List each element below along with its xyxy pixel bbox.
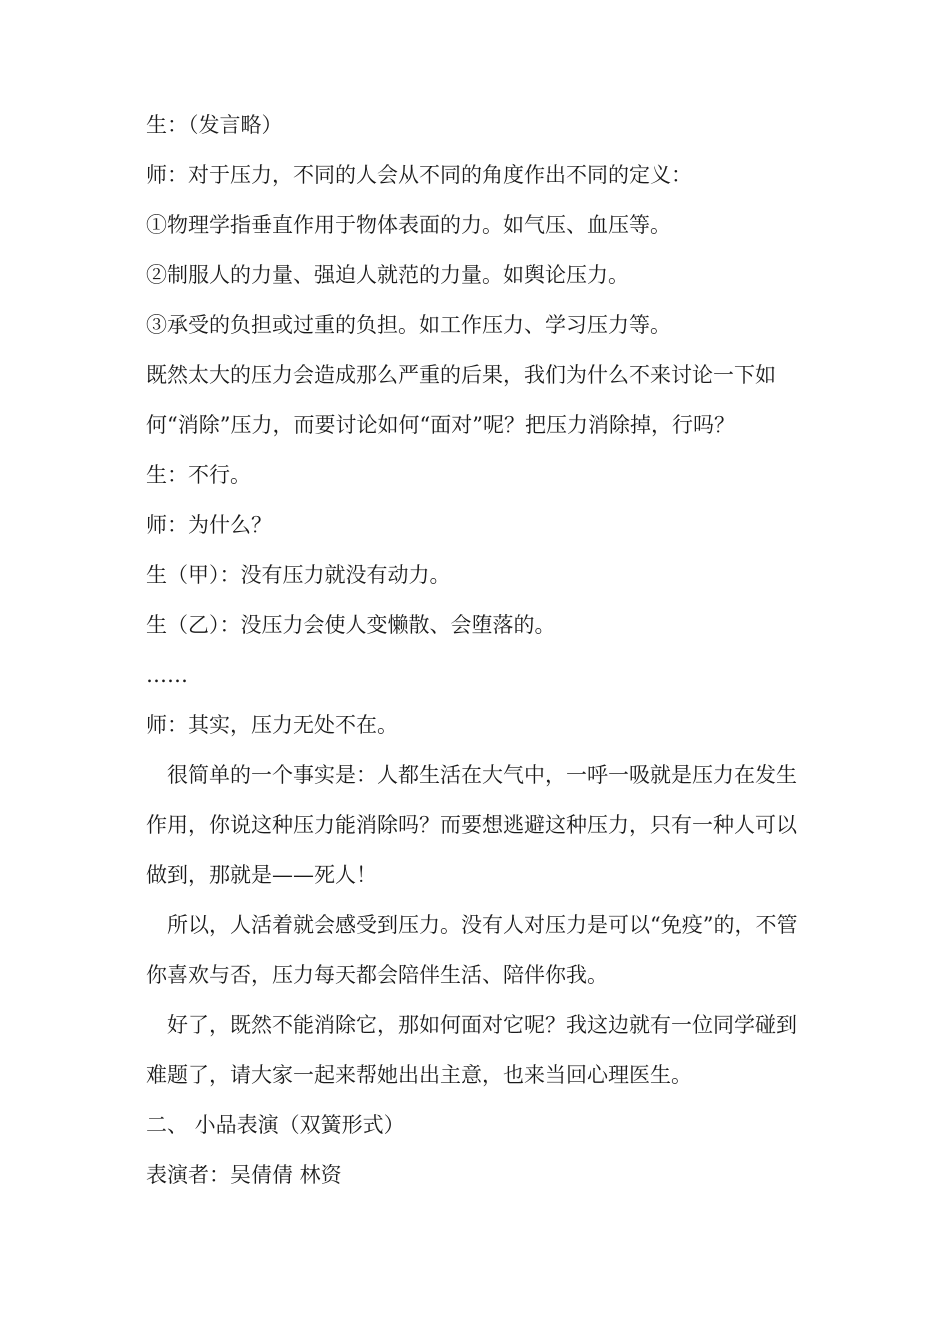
section-heading-skit: 二、 小品表演（双簧形式）: [146, 1113, 405, 1137]
paragraph-definition-1: ①物理学指垂直作用于物体表面的力。如气压、血压等。: [146, 213, 671, 237]
paragraph-student-a: 生（甲）：没有压力就没有动力。: [146, 563, 451, 587]
paragraph-question: 既然太大的压力会造成那么严重的后果，我们为什么不来讨论一下如何“消除”压力，而要讨论如何“面对”呢？把压力消除掉，行吗？: [146, 363, 776, 437]
paragraph-teacher-definition: 师：对于压力，不同的人会从不同的角度作出不同的定义：: [146, 163, 692, 187]
paragraph-definition-3: ③承受的负担或过重的负担。如工作压力、学习压力等。: [146, 313, 671, 337]
paragraph-performers: 表演者：吴倩倩 林资: [146, 1163, 342, 1187]
paragraph-student-no: 生：不行。: [146, 463, 251, 487]
paragraph-ok: 好了，既然不能消除它，那如何面对它呢？我这边就有一位同学碰到难题了，请大家一起来帮她出出主意，也来当回心理医生。: [146, 1013, 797, 1087]
paragraph-so: 所以，人活着就会感受到压力。没有人对压力是可以“免疫”的，不管你喜欢与否，压力每天都会陪伴生活、陪伴你我。: [146, 913, 798, 987]
document-body: [146, 100, 810, 1200]
paragraph-simple-fact: 很简单的一个事实是：人都生活在大气中，一呼一吸就是压力在发生作用，你说这种压力能消除吗？而要想逃避这种压力，只有一种人可以做到，那就是——死人！: [146, 763, 797, 887]
paragraph-definition-2: ②制服人的力量、强迫人就范的力量。如舆论压力。: [146, 263, 629, 287]
paragraph-ellipsis: ……: [146, 663, 188, 687]
paragraph-teacher-everywhere: 师：其实，压力无处不在。: [146, 713, 398, 737]
paragraph-student-speech: 生：（发言略）: [146, 113, 283, 137]
paragraph-teacher-why: 师：为什么？: [146, 513, 272, 537]
paragraph-student-b: 生（乙）：没压力会使人变懒散、会堕落的。: [146, 613, 556, 637]
